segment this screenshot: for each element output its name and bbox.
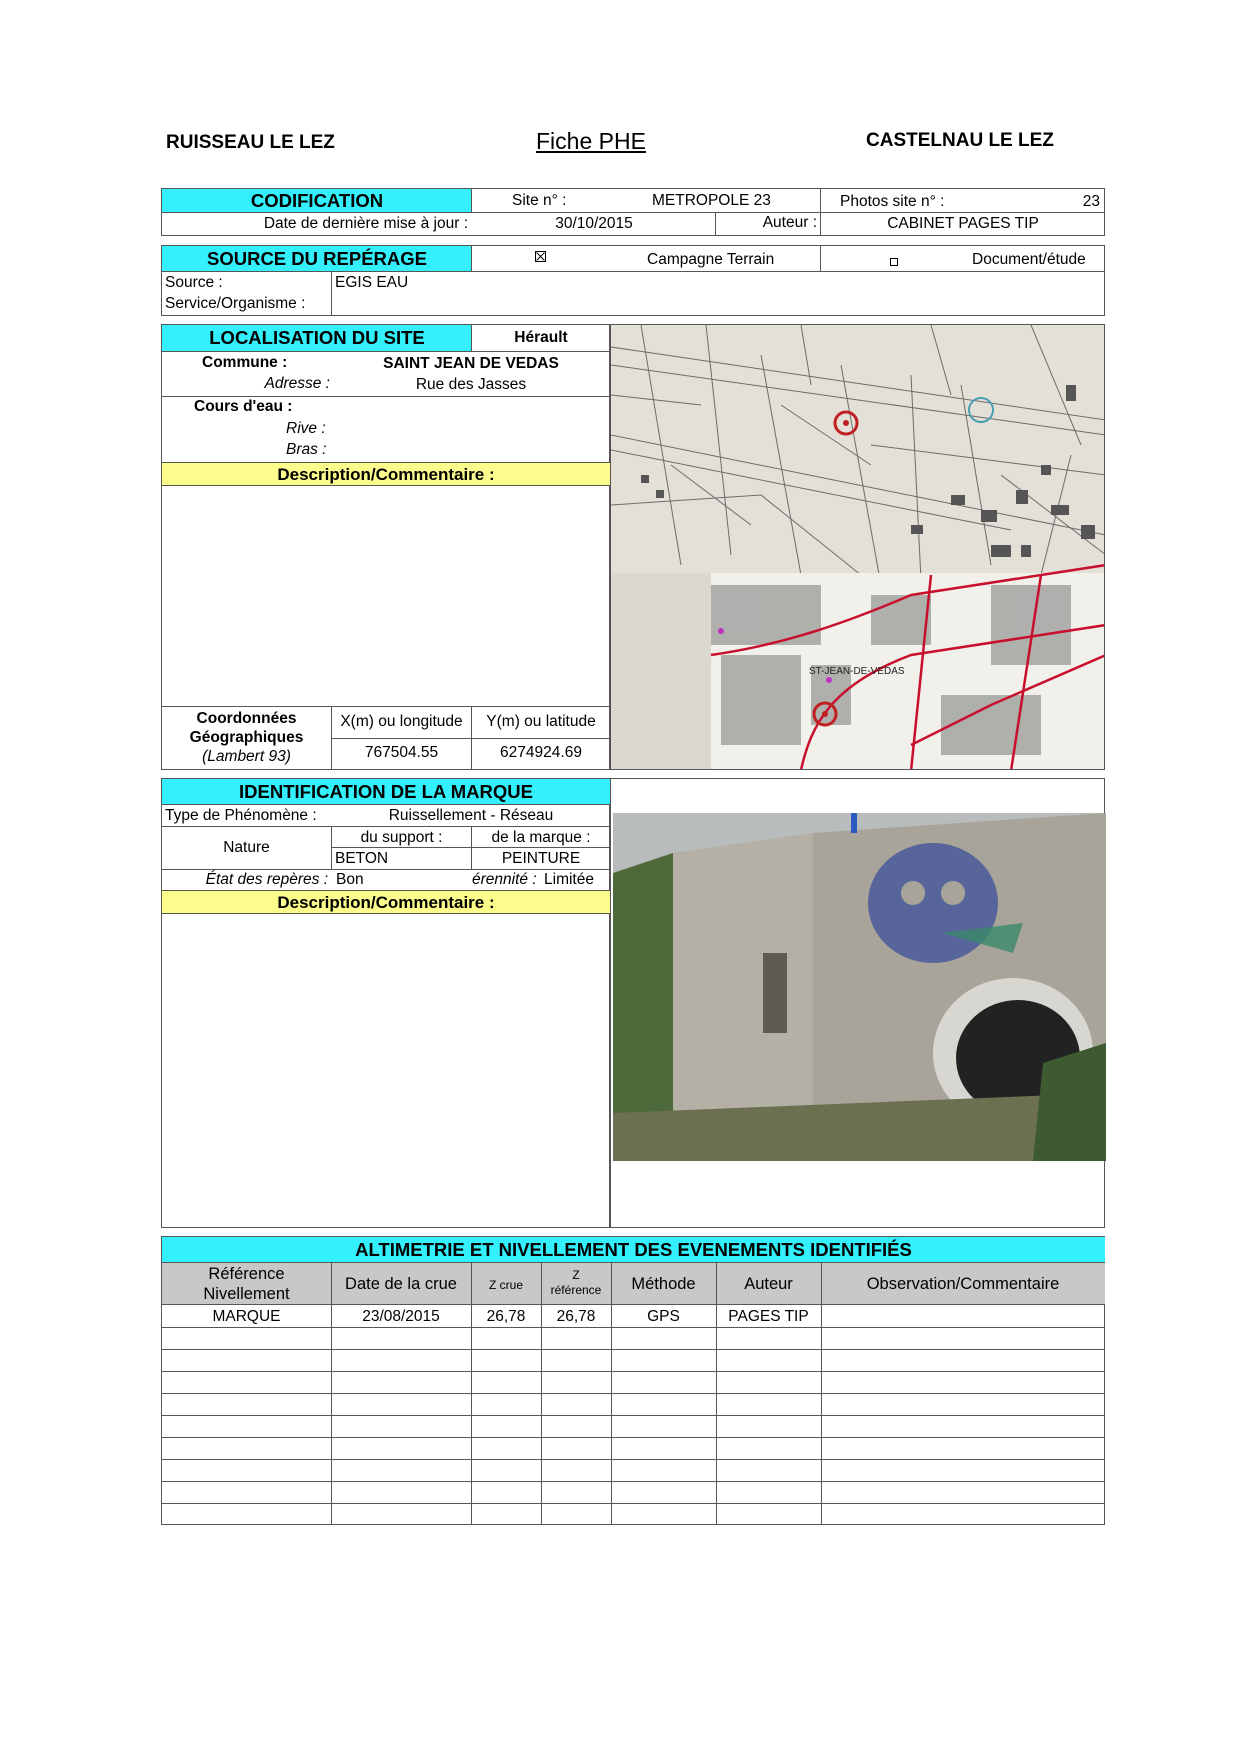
rive-label: Rive : <box>286 420 326 437</box>
identification-block <box>161 778 610 1228</box>
campagne-terrain-checkbox[interactable] <box>535 249 546 267</box>
support-value: BETON <box>335 850 389 867</box>
col-date: Date de la crue <box>345 1275 457 1293</box>
localisation-title: LOCALISATION DU SITE <box>162 325 472 351</box>
identification-title: IDENTIFICATION DE LA MARQUE <box>162 779 610 804</box>
departement: Hérault <box>514 329 568 346</box>
support-label: du support : <box>360 829 443 846</box>
auteur-value: CABINET PAGES TIP <box>887 215 1039 232</box>
site-label: Site n° : <box>512 192 567 209</box>
source-label: Source : <box>165 274 223 291</box>
col-ref-1: Référence <box>208 1265 285 1283</box>
y-value: 6274924.69 <box>500 744 582 761</box>
source-value: EGIS EAU <box>335 274 409 291</box>
header-river: RUISSEAU LE LEZ <box>166 132 335 153</box>
codification-title: CODIFICATION <box>162 189 472 213</box>
row1-ref: MARQUE <box>212 1308 281 1325</box>
bras-label: Bras : <box>286 441 327 458</box>
x-value: 767504.55 <box>364 744 439 761</box>
col-ref-2: Nivellement <box>203 1285 290 1303</box>
cours-eau-label: Cours d'eau : <box>194 398 293 415</box>
col-zcrue: Z crue <box>488 1278 523 1292</box>
document-etude-label: Document/étude <box>972 251 1086 268</box>
localisation-block <box>161 324 610 770</box>
col-observation: Observation/Commentaire <box>866 1275 1060 1293</box>
coord-label-3: (Lambert 93) <box>202 748 291 765</box>
row1-zref: 26,78 <box>556 1308 596 1325</box>
source-title: SOURCE DU REPÉRAGE <box>162 246 472 271</box>
col-methode: Méthode <box>631 1275 696 1293</box>
x-label: X(m) ou longitude <box>340 713 463 730</box>
type-phenomene-value: Ruissellement - Réseau <box>388 807 554 824</box>
localisation-desc-title: Description/Commentaire : <box>162 462 610 486</box>
codification-block <box>161 188 1105 236</box>
commune-value: SAINT JEAN DE VEDAS <box>383 355 559 372</box>
source-block <box>161 245 1105 316</box>
row1-date: 23/08/2015 <box>362 1308 440 1325</box>
col-zref-1: Z <box>572 1268 580 1282</box>
photo-frame <box>610 778 1105 1228</box>
commune-label: Commune : <box>202 354 288 371</box>
altimetrie-block <box>161 1236 1105 1525</box>
altimetrie-title: ALTIMETRIE ET NIVELLEMENT DES EVENEMENTS IDENTIFIÉS <box>162 1237 1105 1262</box>
row1-zcrue: 26,78 <box>486 1308 526 1325</box>
etat-reperes-value: Bon <box>336 871 364 888</box>
service-label: Service/Organisme : <box>165 295 306 312</box>
site-photo <box>613 813 1106 1161</box>
perennite-value: Limitée <box>544 871 594 888</box>
map-town-label: ST-JEAN-DE-VEDAS <box>809 666 905 677</box>
photos-label: Photos site n° : <box>840 193 945 210</box>
col-auteur: Auteur <box>744 1275 793 1293</box>
photos-number: 23 <box>1082 193 1100 210</box>
row1-methode: GPS <box>647 1308 680 1325</box>
row1-auteur: PAGES TIP <box>728 1308 809 1325</box>
col-zref-2: référence <box>550 1283 602 1297</box>
marque-label: de la marque : <box>491 829 591 846</box>
campagne-terrain-label: Campagne Terrain <box>647 251 775 268</box>
adresse-value: Rue des Jasses <box>415 376 527 393</box>
perennite-label: érennité : <box>472 871 537 888</box>
location-map <box>610 324 1105 770</box>
page-title: Fiche PHE <box>536 128 646 154</box>
y-label: Y(m) ou latitude <box>486 713 596 730</box>
adresse-label: Adresse : <box>264 375 330 392</box>
site-number: METROPOLE 23 <box>652 192 771 209</box>
marque-value: PEINTURE <box>501 850 581 867</box>
type-phenomene-label: Type de Phénomène : <box>165 807 317 824</box>
identification-desc-title: Description/Commentaire : <box>162 890 610 914</box>
document-etude-checkbox[interactable] <box>890 253 898 271</box>
coord-label-2: Géographiques <box>189 729 304 746</box>
auteur-label: Auteur : <box>762 214 817 231</box>
coord-label-1: Coordonnées <box>196 710 297 727</box>
nature-label: Nature <box>223 839 270 856</box>
date-value: 30/10/2015 <box>555 215 633 232</box>
etat-reperes-label: État des repères : <box>205 871 328 888</box>
date-label: Date de dernière mise à jour : <box>263 215 468 232</box>
header-commune: CASTELNAU LE LEZ <box>866 130 1054 151</box>
